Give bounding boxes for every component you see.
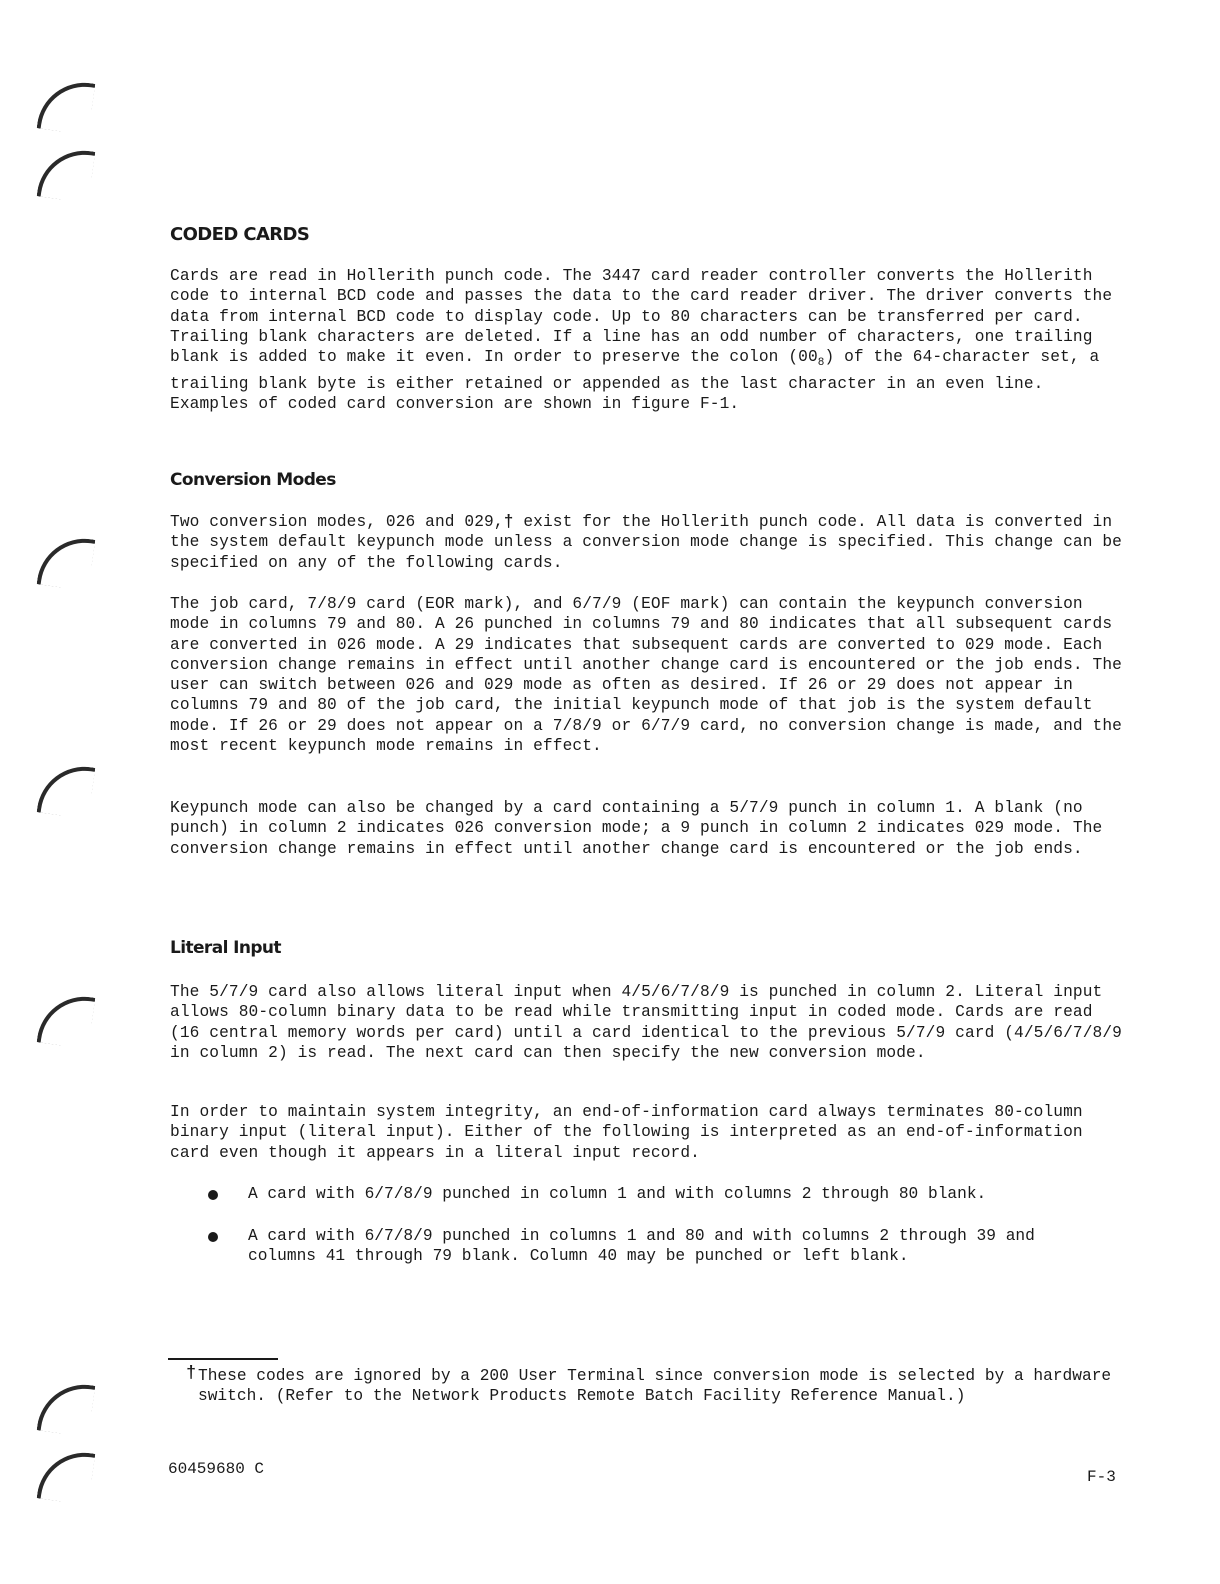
binder-hole-icon: [37, 761, 96, 820]
binder-hole-icon: [37, 77, 96, 136]
literal-input-paragraph-1: The 5/7/9 card also allows literal input when 4/5/6/7/8/9 is punched in column 2. Literal input allows 80-column binary data to be read while transmitting input in coded mode. Cards are read (16 central memory words per card) until a card identical to the previous 5/7/9 card (4/5/6/7/8/9 in column 2) is read. The next card can then specify the new conversion mode.: [170, 983, 1122, 1062]
footnote-ref-dagger: †: [503, 513, 514, 531]
p1-end: exist for the Hollerith punch code. All data is converted in the system default keypunch mode unless a conversion mode change is specified. This change can be specified on any of the following cards.: [170, 513, 1122, 572]
binder-hole-icon: [37, 533, 96, 592]
binder-hole-icon: [37, 1379, 96, 1438]
footnote-divider: [168, 1358, 278, 1360]
section-title: CODED CARDS: [170, 224, 310, 245]
bullet-text: A card with 6/7/8/9 punched in column 1 and with columns 2 through 80 blank.: [248, 1185, 987, 1203]
conversion-modes-heading: Conversion Modes: [170, 470, 336, 490]
footnote-text: These codes are ignored by a 200 User Terminal since conversion mode is selected by a hardware switch. (Refer to the Network Products Remote Batch Facility Reference Manual.): [198, 1367, 1112, 1406]
conversion-modes-paragraph-2: The job card, 7/8/9 card (EOR mark), and 6/7/9 (EOF mark) can contain the keypunch conversion mode in columns 79 and 80. A 26 punched in columns 79 and 80 indicates that all subsequent cards are converted in 026 mode. A 29 indicates that subsequent cards are converted to 029 mode. Each conversion change remains in effect until another change card is encountered or the job ends. The user can switch between 026 and 029 mode as often as desired. If 26 or 29 does not appear in columns 79 and 80 of the job card, the initial keypunch mode of that job is the system default mode. If 26 or 29 does not appear on a 7/8/9 or 6/7/9 card, no conversion change is made, and the most recent keypunch mode remains in effect.: [170, 595, 1122, 756]
page-number: F-3: [1087, 1468, 1116, 1486]
bullet-icon: [208, 1232, 218, 1242]
conversion-modes-paragraph-1: [170, 512, 1130, 573]
binder-hole-icon: [37, 1447, 96, 1506]
colon-code-subscript: 8: [817, 357, 825, 370]
binder-hole-icon: [37, 991, 96, 1050]
binder-hole-icon: [37, 145, 96, 204]
footnote-mark: †: [186, 1364, 197, 1383]
literal-input-heading: Literal Input: [170, 938, 281, 958]
bullet-icon: [208, 1190, 218, 1200]
coded-cards-paragraph: [170, 266, 1130, 414]
conversion-modes-paragraph-3: Keypunch mode can also be changed by a card containing a 5/7/9 punch in column 1. A blank (no punch) in column 2 indicates 026 conversion mode; a 9 punch in column 2 indicates 029 mode. The conversion change remains in effect until another change card is encountered or the job ends.: [170, 799, 1103, 858]
literal-input-paragraph-2: In order to maintain system integrity, an end-of-information card always terminates 80-column binary input (literal input). Either of the following is interpreted as an end-of-information card even though it appears in a literal input record.: [170, 1103, 1083, 1162]
bullet-text: A card with 6/7/8/9 punched in columns 1 and 80 and with columns 2 through 39 and columns 41 through 79 blank. Column 40 may be punched or left blank.: [248, 1227, 1035, 1266]
p1-start: Two conversion modes, 026 and 029,: [170, 513, 504, 531]
intro-text: Cards are read in Hollerith punch code. The 3447 card reader controller converts the Hollerith code to internal BCD code and passes the data to the card reader driver. The driver converts the data from internal BCD code to display code. Up to 80 characters can be transferred per card. Trailing blank characters are deleted. If a line has an odd number of characters, one trailing blank is added to make it even. In order to preserve the colon: [170, 267, 1113, 367]
intro-end-text: ) of the 64-character set, a trailing blank byte is either retained or appended as the last character in an even line. Examples of coded card conversion are shown in figure F-1.: [170, 348, 1100, 414]
colon-code: (00: [788, 348, 818, 367]
document-number: 60459680 C: [168, 1460, 265, 1478]
